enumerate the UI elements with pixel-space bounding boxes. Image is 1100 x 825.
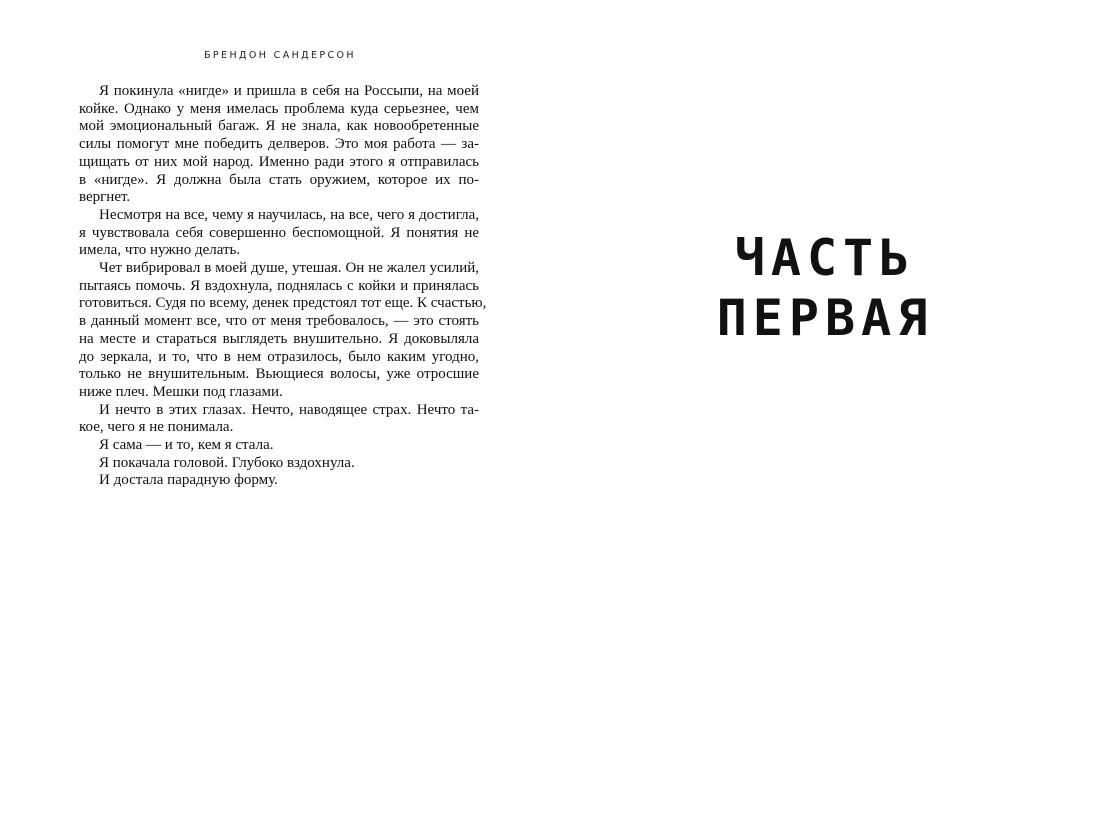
- text-line: до зеркала, и то, что в нем отразилось, было каким угодно,: [79, 348, 479, 365]
- text-line: мой эмоциональный багаж. Я не знала, как новообретенные: [79, 118, 479, 135]
- text-line: имела, что нужно делать.: [79, 242, 241, 259]
- body-text: [79, 83, 487, 490]
- text-line: готовиться. Судя по всему, денек предстоял тот еще. К счастью,: [79, 295, 487, 312]
- right-page: [550, 0, 1100, 825]
- part-title-line-1: ЧАСТЬ: [734, 229, 916, 287]
- text-line: кое, чего я не понимала.: [79, 419, 234, 436]
- text-line: вергнет.: [79, 189, 131, 206]
- text-line: только не внушительным. Вьющиеся волосы, уже отросшие: [79, 366, 479, 383]
- text-line: в данный момент все, что от меня требовалось, — это стоять: [79, 313, 479, 330]
- text-line: силы помогут мне победить делверов. Это моя работа — за-: [79, 136, 479, 153]
- text-line: Чет вибрировал в моей душе, утешая. Он не жалел усилий,: [99, 260, 479, 277]
- text-line: я чувствовала себя совершенно беспомощной. Я понятия не: [79, 224, 479, 241]
- text-line: Несмотря на все, чему я научилась, на все, чего я достигла,: [99, 206, 479, 223]
- text-line: Я покачала головой. Глубоко вздохнула.: [99, 454, 355, 471]
- text-line: Я покинула «нигде» и пришла в себя на Россыпи, на моей: [99, 83, 479, 99]
- text-line: койке. Однако у меня имелась проблема куда серьезнее, чем: [79, 100, 479, 117]
- text-line: Я сама — и то, кем я стала.: [99, 437, 274, 454]
- part-title: [550, 228, 1100, 348]
- part-title-line-2: ПЕРВАЯ: [716, 289, 934, 347]
- text-line: щищать от них мой народ. Именно ради этого я отправилась: [79, 153, 479, 170]
- text-line: пытаясь помочь. Я вздохнула, поднялась с койки и принялась: [79, 277, 479, 294]
- text-line: И достала парадную форму.: [99, 472, 278, 489]
- text-line: И нечто в этих глазах. Нечто, наводящее страх. Нечто та-: [99, 401, 479, 418]
- running-head: БРЕНДОН САНДЕРСОН: [204, 50, 356, 61]
- text-line: в «нигде». Я должна была стать оружием, которое их по-: [79, 171, 479, 188]
- text-line: на месте и стараться выглядеть внушительно. Я доковыляла: [79, 330, 479, 347]
- text-line: ниже плеч. Мешки под глазами.: [79, 383, 283, 400]
